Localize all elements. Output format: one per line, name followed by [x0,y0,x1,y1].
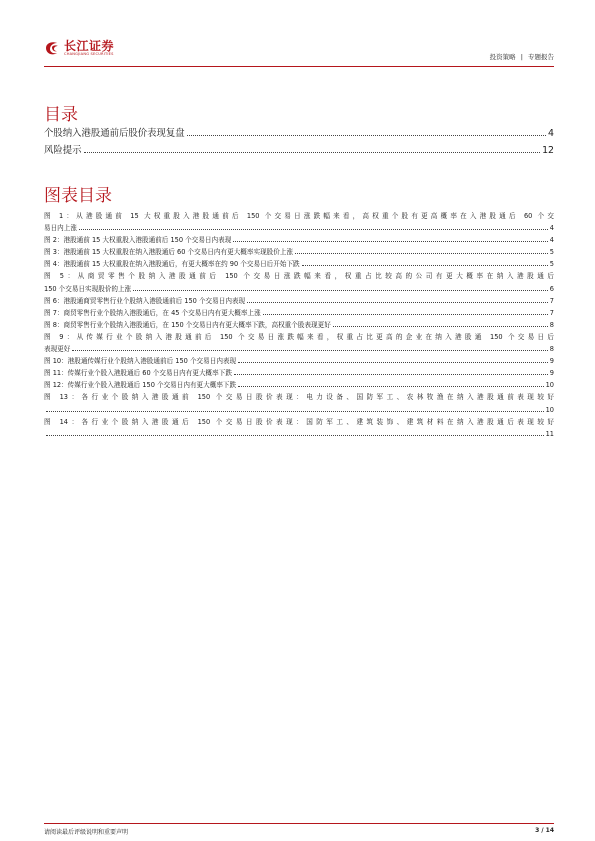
figure-entry-text-cont: 表现更好 [44,345,71,354]
logo-name-cn: 长江证券 [64,39,115,53]
figure-entry[interactable] [44,379,554,391]
section-label: 投资策略 [489,53,516,61]
dot-leader [247,302,548,303]
dot-leader [238,362,548,363]
figure-entry-page: 8 [549,345,554,354]
figure-entry[interactable] [44,295,554,307]
company-logo [44,40,114,57]
report-type-label: 专题报告 [528,53,554,61]
figure-entry-text-cont: 150 个交易日实现股价的上涨 [44,284,132,293]
figure-entry[interactable] [44,210,554,234]
figure-entry-text: 图 6：港股通商贸零售行业个股纳入港股通前后 150 个交易日内表现 [44,296,246,305]
figure-entry[interactable] [44,307,554,319]
figure-entry-page: 7 [549,308,554,317]
figure-entry-page: 9 [549,369,554,378]
figure-entry-text: 图 13：各行业个股纳入港股通前 150 个交易日股价表现：电力设备、国防军工、农林牧渔在纳入港股通前表现较好 [44,393,554,402]
figure-entry-page: 5 [549,260,554,269]
toc-entry[interactable] [44,142,554,159]
figure-entry[interactable] [44,355,554,367]
header-divider [44,66,554,67]
figure-entry-text: 图 4：港股通前 15 大权重股在纳入港股通后，有更大概率在约 90 个交易日后开始下跌 [44,260,300,269]
toc-entry-text: 风险提示 [44,145,82,156]
dot-leader [333,326,548,327]
figure-entry[interactable] [44,331,554,355]
figure-entry-text: 图 8：商贸零售行业个股纳入港股通后，在 150 个交易日内有更大概率下跌，高权重个股表现更好 [44,320,331,329]
dot-leader [187,135,546,136]
dot-leader [72,350,547,351]
figure-entry-text: 图 5：从商贸零售个股纳入港股通前后 150 个交易日涨跌幅来看，权重占比较高的公司有更大概率在纳入港股通后 [44,272,554,281]
figure-entry-page: 6 [549,284,554,293]
report-category [490,52,554,61]
dot-leader [84,152,541,153]
figure-entry[interactable] [44,416,554,440]
dot-leader [302,265,548,266]
logo-mark-icon [44,40,60,56]
toc-entry-text: 个股纳入港股通前后股价表现复盘 [44,128,185,139]
figure-entry-text: 图 9：从传媒行业个股纳入港股通前后 150 个交易日涨跌幅来看，权重占比更高的企业在纳入港股通 150 个交易日后 [44,332,554,341]
dot-leader [238,386,544,387]
figure-entry[interactable] [44,391,554,415]
dot-leader [233,241,547,242]
figure-entry-page: 10 [545,405,554,414]
figure-entry-text: 图 10：港股通传媒行业个股纳入港股通前后 150 个交易日内表现 [44,357,237,366]
figure-entry-text: 图 1：从港股通前 15 大权重股入港股通前后 150 个交易日涨跌幅来看，高权重个股有更高概率在入港股通后 60 个交 [44,212,554,220]
toc-entry[interactable] [44,125,554,142]
figure-entry-text: 图 7：商贸零售行业个股纳入港股通后，在 45 个交易日内有更大概率上涨 [44,308,261,317]
figure-entry-text: 图 3：港股通前 15 大权重股在纳入港股通后 60 个交易日内有更大概率实现股价上涨 [44,248,294,257]
toc-title: 目录 [44,105,78,125]
toc-entry-page: 12 [542,145,554,156]
page-number: 3 / 14 [535,827,554,834]
figure-list-title: 图表目录 [44,186,112,206]
figure-entry[interactable] [44,319,554,331]
figure-entry-text: 图 14：各行业个股纳入港股通后 150 个交易日股价表现：国防军工、建筑装饰、建筑材料在纳入港股通后表现较好 [44,417,554,426]
figure-entry-page: 8 [549,320,554,329]
page-header [44,36,554,66]
dot-leader [46,435,544,436]
footer-divider [44,823,554,824]
figure-entry[interactable] [44,270,554,294]
dot-leader [295,253,548,254]
figure-entry-page: 11 [545,429,554,438]
figure-list [44,210,554,440]
figure-entry[interactable] [44,258,554,270]
figure-entry-page: 10 [545,381,554,390]
figure-entry[interactable] [44,234,554,246]
toc-list [44,125,554,159]
figure-entry-text-cont: 易日内上涨 [44,224,77,233]
figure-entry-page: 4 [549,224,554,233]
logo-name-en: CHANGJIANG SECURITIES [64,52,114,56]
dot-leader [79,229,548,230]
dot-leader [46,411,544,412]
figure-entry-page: 5 [549,248,554,257]
figure-entry-text: 图 2：港股通前 15 大权重股入港股通前后 150 个交易日内表现 [44,236,232,245]
figure-entry[interactable] [44,246,554,258]
figure-entry-text: 图 11：传媒行业个股入港股通后 60 个交易日内有更大概率下跌 [44,369,232,378]
dot-leader [234,374,548,375]
figure-entry-page: 9 [549,357,554,366]
header-separator: | [520,53,523,61]
figure-entry-page: 4 [549,236,554,245]
dot-leader [133,290,548,291]
figure-entry-text: 图 12：传媒行业个股入港股通后 150 个交易日内有更大概率下跌 [44,381,237,390]
toc-entry-page: 4 [548,128,554,139]
figure-entry[interactable] [44,367,554,379]
footer-disclaimer: 请阅读最后评级说明和重要声明 [44,829,129,836]
figure-entry-page: 7 [549,296,554,305]
dot-leader [263,314,548,315]
